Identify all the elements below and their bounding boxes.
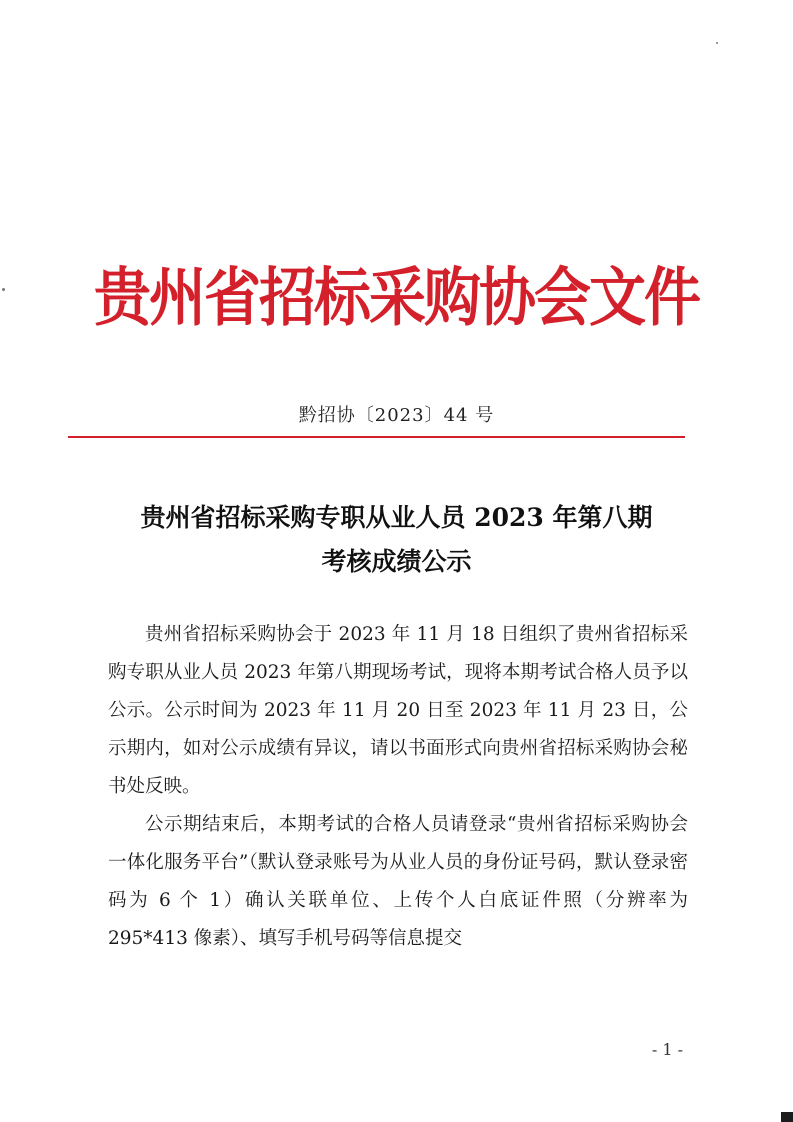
scan-edge-mark — [781, 1112, 793, 1122]
paragraph-1: 贵州省招标采购协会于 2023 年 11 月 18 日组织了贵州省招标采购专职从业人员 2023 年第八期现场考试，现将本期考试合格人员予以公示。公示时间为 2023 年 11 月 20 日至 2023 年 11 月 23 日，公示期内，如对公示成绩有异议，请以书面形式向贵州省招标采购协会秘书处反映。 — [108, 624, 688, 797]
document-number: 黔招协〔2023〕44 号 — [298, 405, 495, 426]
document-title — [60, 496, 733, 584]
scan-speck — [716, 42, 718, 44]
scan-speck — [2, 288, 5, 291]
paragraph-2: 公示期结束后，本期考试的合格人员请登录“贵州省招标采购协会一体化服务平台”（默认登录账号为从业人员的身份证号码，默认登录密码为 6 个 1）确认关联单位、上传个人白底证件照（分辨率为 295*413 像素）、填写手机号码等信息提交 — [108, 814, 688, 949]
masthead-title: 贵州省招标采购协会文件 — [94, 261, 699, 336]
red-divider-line — [68, 436, 685, 438]
body-text — [108, 616, 688, 958]
title-line-2: 考核成绩公示 — [321, 547, 472, 576]
page-number: - 1 - — [651, 1040, 683, 1059]
title-line-1: 贵州省招标采购专职从业人员 2023 年第八期 — [140, 503, 653, 532]
